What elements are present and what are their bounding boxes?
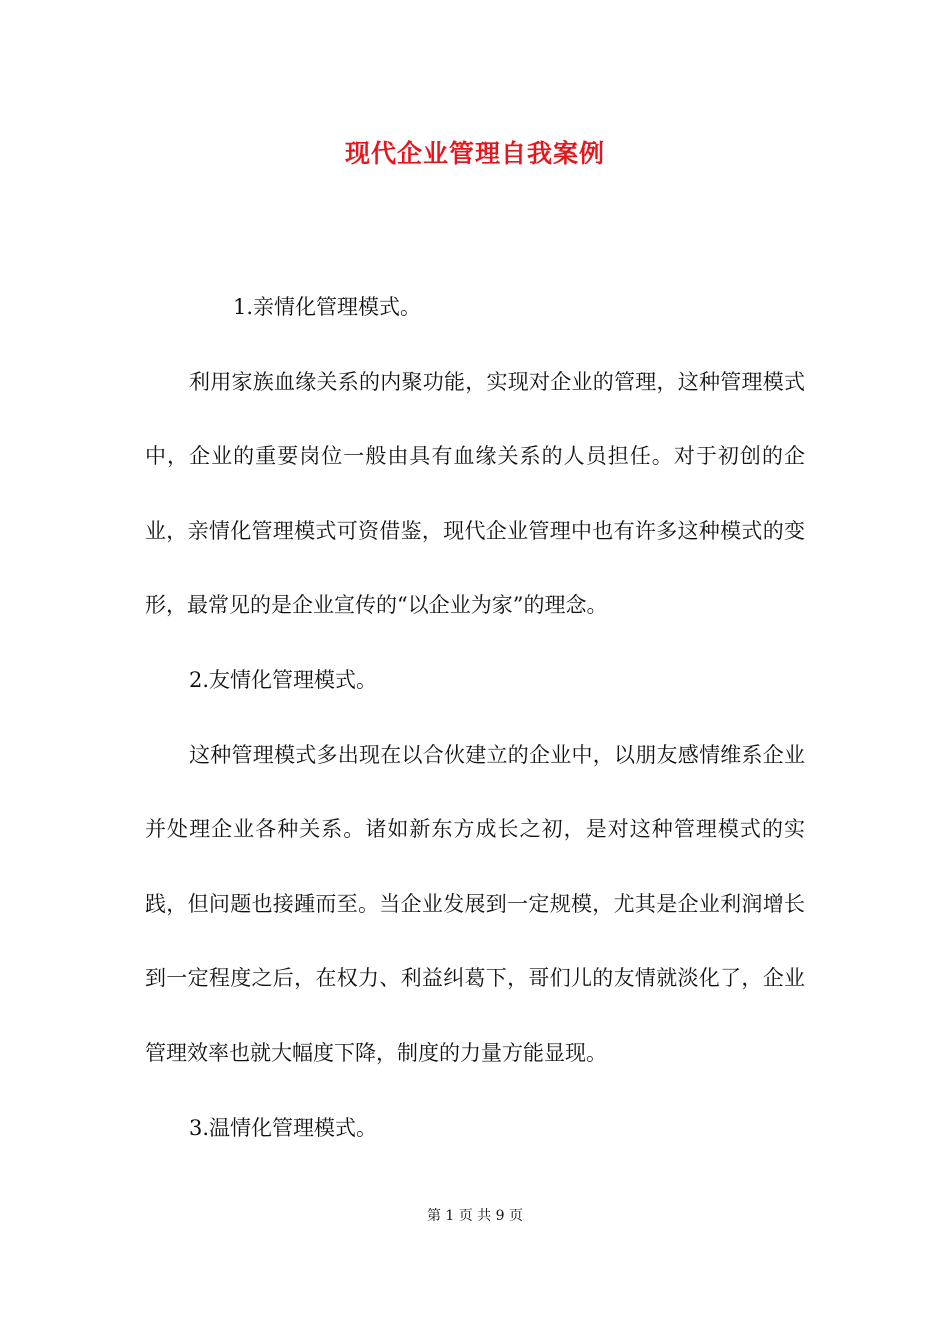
- section-heading-3: 3.温情化管理模式。: [189, 1115, 378, 1140]
- document-title: 现代企业管理自我案例: [344, 139, 605, 168]
- paragraph-2: 这种管理模式多出现在以合伙建立的企业中，以朋友感情维系企业并处理企业各种关系。诸如新东方成长之初，是对这种管理模式的实践，但问题也接踵而至。当企业发展到一定规模，尤其是企业利润增长到一定程度之后，在权力、利益纠葛下，哥们儿的友情就淡化了，企业管理效率也就大幅度下降，制度的力量方能显现。: [145, 742, 805, 1065]
- paragraph-1: 利用家族血缘关系的内聚功能，实现对企业的管理，这种管理模式中，企业的重要岗位一般由具有血缘关系的人员担任。对于初创的企业，亲情化管理模式可资借鉴，现代企业管理中也有许多这种模式的变形，最常见的是企业宣传的“以企业为家”的理念。: [145, 369, 805, 618]
- document-body: [145, 270, 805, 1165]
- section-heading-2: 2.友情化管理模式。: [189, 667, 378, 692]
- section-heading-1: 1.亲情化管理模式。: [233, 295, 422, 319]
- page-footer: 第 1 页 共 9 页: [426, 1208, 524, 1224]
